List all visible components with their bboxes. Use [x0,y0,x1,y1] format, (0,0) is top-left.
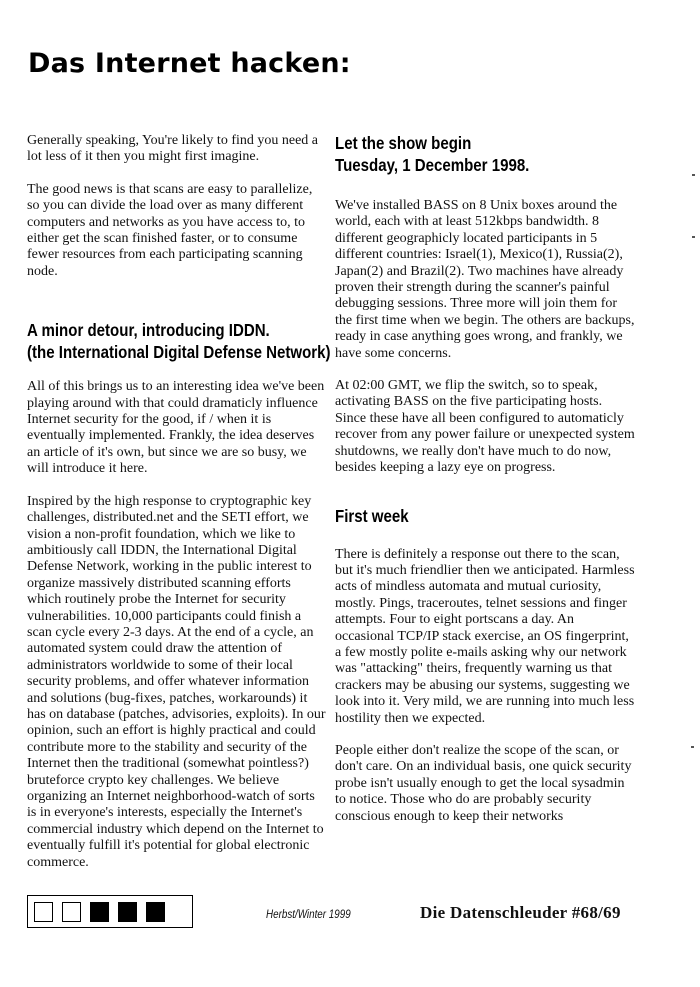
page-footer [0,895,700,935]
right-column [335,133,635,841]
body-paragraph: We've installed BASS on 8 Unix boxes around the world, each with at least 512kbps bandwidth. 8 different geographicly located participants in 5 different countries: Israel(1), Mexico(1), Russia(2), Japan(2) and Brazil(2). Two machines have already proven their strength during the scanner's painful debugging sessions. Three more will join them for the first time when we begin. The others are backups, ready in case anything goes wrong, and frankly, we have some concerns. [335,198,635,361]
filled-square-icon [146,902,165,922]
issue-marker-box [27,895,193,928]
page-title: Das Internet hacken: [28,48,351,79]
intro-paragraph: Generally speaking, You're likely to find you need a lot less of it then you might first imagine. [27,133,319,165]
body-paragraph: There is definitely a response out there to the scan, but it's much friendlier then we anticipated. Harmless acts of mindless automata and mutual curiosity, mostly. Pings, traceroutes, telnet sessions and finger attempts. Four to eight portscans a day. An occasional TCP/IP stack exercise, an OS fingerprint, a few mostly polite e-mails asking why our network was "attacking" theirs, frequently warning us that crackers may be abusing our systems, suggesting we look into it. Very mild, we are running into much less hostility then we expected. [335,546,635,726]
body-paragraph: At 02:00 GMT, we flip the switch, so to speak, activating BASS on the five participating hosts. Since these have all been configured to automaticly recover from any power failure or unexpected system shutdowns, we really don't have much to do now, besides keeping a lazy eye on progress. [335,378,635,476]
heading-line: Let the show begin [335,133,472,153]
scan-speck [692,174,695,176]
section-heading-iddn [27,319,331,363]
scan-speck [692,236,695,238]
body-paragraph: Inspired by the high response to cryptographic key challenges, distributed.net and the SETI effort, we vision a non-profit foundation, which we like to ambitiously call IDDN, the International Digital Defense Network, working in the public interest to organize massively distributed scanning efforts which routinely probe the Internet for security vulnerabilities. 10,000 participants could finish a scan cycle every 2-3 days. At the end of a cycle, an automated system could draw the attention of administrators worldwide to some of their local security problems, and offer whatever information and solutions (bug-fixes, patches, workarounds) it has on database (patches, advisories, exploits). In our opinion, such an effort is highly practical and could contribute more to the stability and security of the Internet then the traditional (somewhat pointless?) bruteforce crypto key challenges. We believe organizing an Internet neighborhood-watch of sorts is in everyone's interests, especially the Internet's commercial industry which depend on the Internet to eventually fulfill it's potential for global electronic commerce. [27,493,326,870]
issue-season: Herbst/Winter 1999 [266,907,351,921]
section-heading-show [335,132,593,176]
body-paragraph: People either don't realize the scope of the scan, or don't care. On an individual basis, one quick security probe isn't usually enough to get the local sysadmin to notice. Those who do are probably security conscious enough to keep their networks [335,742,632,824]
empty-square-icon [62,902,81,922]
left-column [27,133,331,887]
heading-line: A minor detour, introducing IDDN. [27,320,270,341]
heading-line: Tuesday, 1 December 1998. [335,155,530,175]
filled-square-icon [90,902,109,922]
filled-square-icon [118,902,137,922]
magazine-name: Die Datenschleuder #68/69 [420,903,621,922]
scan-speck [691,746,694,748]
heading-line: (the International Digital Defense Network) [27,342,331,363]
body-paragraph: All of this brings us to an interesting idea we've been playing around with that could dramaticly influence Internet security for the good, if / when it is eventually implemented. Frankly, the idea deserves an article of it's own, but since we are so busy, we will introduce it here. [27,379,325,477]
intro-paragraph: The good news is that scans are easy to parallelize, so you can divide the load over as many different computers and networks as you have access to, to either get the scan finished faster, or to consume fewer resources from each participating scanning node. [27,181,313,279]
empty-square-icon [34,902,53,922]
section-heading-first-week: First week [335,505,409,526]
